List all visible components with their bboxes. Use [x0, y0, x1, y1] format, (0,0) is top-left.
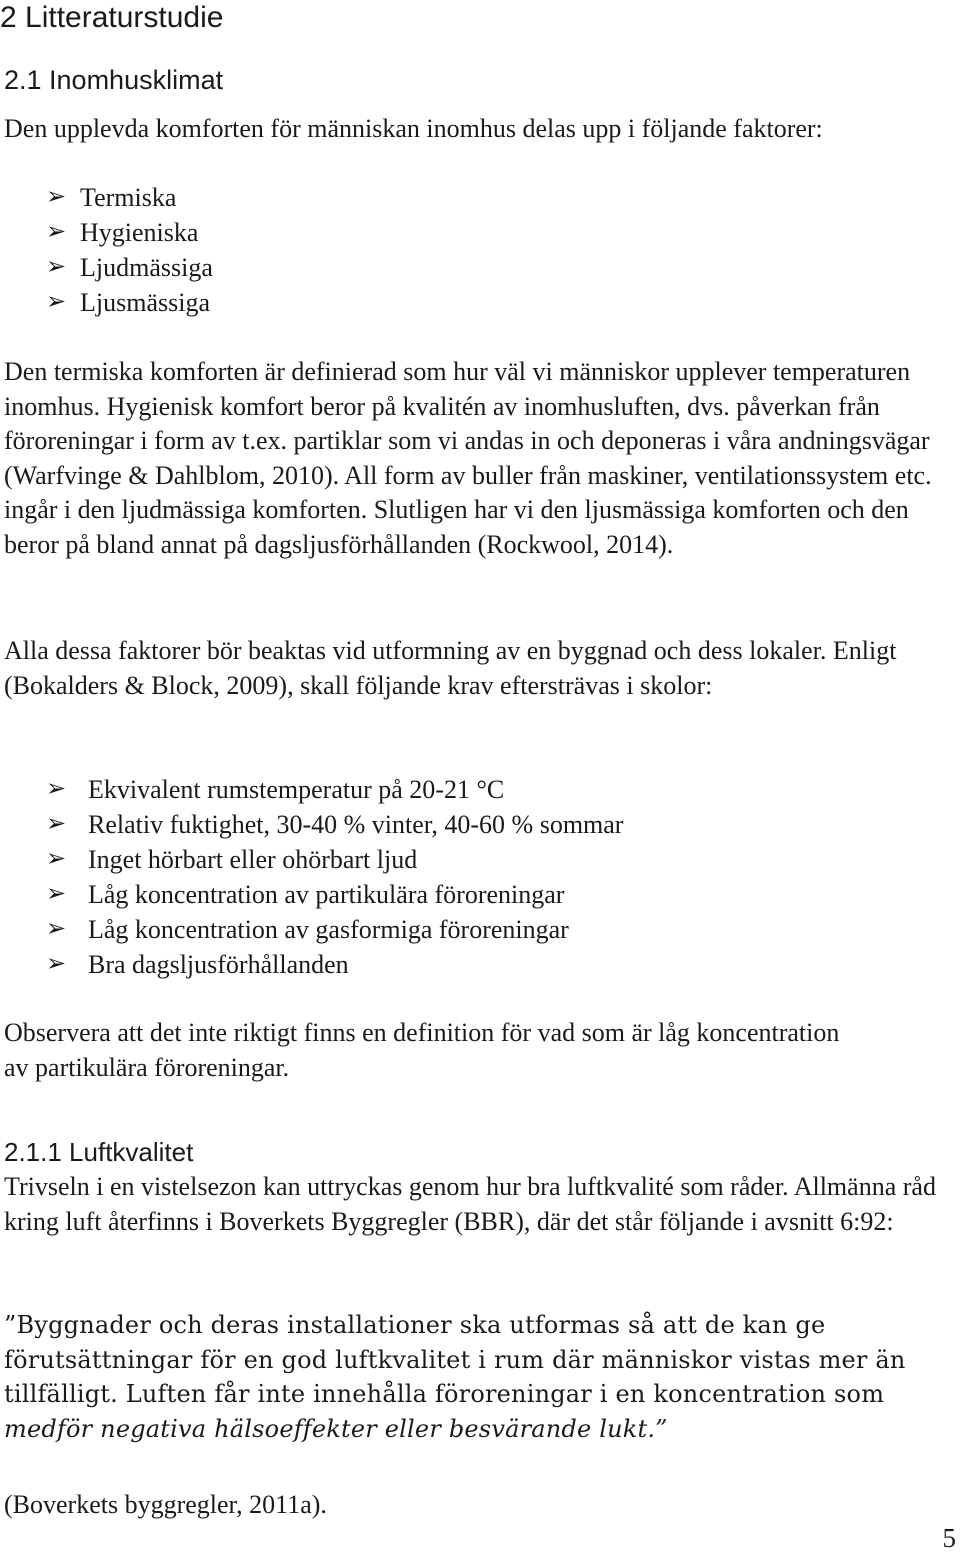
air-quality-paragraph: Trivseln i en vistelsezon kan uttryckas genom hur bra luftkvalité som råder. Allmänna råd kring luft återfinns i Boverkets Byggregler (BBR), där det står följande i avsnitt 6:92: [4, 1172, 936, 1236]
requirements-intro-paragraph: Alla dessa faktorer bör beaktas vid utformning av en byggnad och dess lokaler. Enligt (Bokalders & Block, 2009), skall följande krav eftersträvas i skolor: [4, 636, 897, 700]
subsection-heading: 2.1.1 Luftkvalitet [4, 1137, 194, 1167]
list-item: ➢ Låg koncentration av gasformiga föroreningar [46, 912, 623, 947]
arrow-bullet-icon: ➢ [46, 811, 67, 837]
quote-text: ”Byggnader och deras installationer ska utformas så att de kan ge förutsättningar för en god luftkvalitet i rum där människor vistas mer än tillfälligt. Luften får inte innehålla föroreningar i en koncentration som [4, 1311, 906, 1408]
thermal-comfort-paragraph: Den termiska komforten är definierad som hur väl vi människor upplever temperaturen inomhus. Hygienisk komfort beror på kvalitén av inomhusluften, dvs. påverkan från föroreningar i form av t.ex. partiklar som vi andas in och deponeras i våra andningsvägar (Warfvinge & Dahlblom, 2010). All form av buller från maskiner, ventilationssystem etc. ingår i den ljudmässiga komforten. Slutligen har vi den ljusmässiga komforten och den beror på bland annat på dagsljusförhållanden (Rockwool, 2014). [4, 357, 932, 559]
list-item: ➢ Ljudmässiga [46, 250, 213, 285]
school-requirements-list [46, 772, 623, 982]
list-item: ➢ Ekvivalent rumstemperatur på 20-21 °C [46, 772, 623, 807]
arrow-bullet-icon: ➢ [46, 219, 67, 245]
chapter-heading: 2 Litteraturstudie [0, 1, 224, 34]
list-item: ➢ Hygieniska [46, 215, 213, 250]
observation-paragraph: Observera att det inte riktigt finns en definition för vad som är låg koncentration av partikulära föroreningar. [4, 1018, 840, 1082]
arrow-bullet-icon: ➢ [46, 254, 67, 280]
page-number: 5 [942, 1523, 956, 1553]
list-item: ➢ Inget hörbart eller ohörbart ljud [46, 842, 623, 877]
arrow-bullet-icon: ➢ [46, 881, 67, 907]
list-item: ➢ Ljusmässiga [46, 285, 213, 320]
list-item: ➢ Termiska [46, 180, 213, 215]
intro-paragraph: Den upplevda komforten för människan inomhus delas upp i följande faktorer: [4, 114, 823, 143]
section-heading: 2.1 Inomhusklimat [4, 65, 224, 95]
list-item: ➢ Låg koncentration av partikulära föroreningar [46, 877, 623, 912]
arrow-bullet-icon: ➢ [46, 916, 67, 942]
arrow-bullet-icon: ➢ [46, 776, 67, 802]
bbr-quote [4, 1308, 954, 1446]
arrow-bullet-icon: ➢ [46, 289, 67, 315]
list-item: ➢ Bra dagsljusförhållanden [46, 947, 623, 982]
arrow-bullet-icon: ➢ [46, 951, 67, 977]
arrow-bullet-icon: ➢ [46, 846, 67, 872]
comfort-factors-list [46, 180, 213, 320]
list-item: ➢ Relativ fuktighet, 30-40 % vinter, 40-60 % sommar [46, 807, 623, 842]
arrow-bullet-icon: ➢ [46, 184, 67, 210]
quote-italic-text: medför negativa hälsoeffekter eller besvärande lukt.” [4, 1414, 668, 1443]
citation: (Boverkets byggregler, 2011a). [4, 1490, 327, 1519]
